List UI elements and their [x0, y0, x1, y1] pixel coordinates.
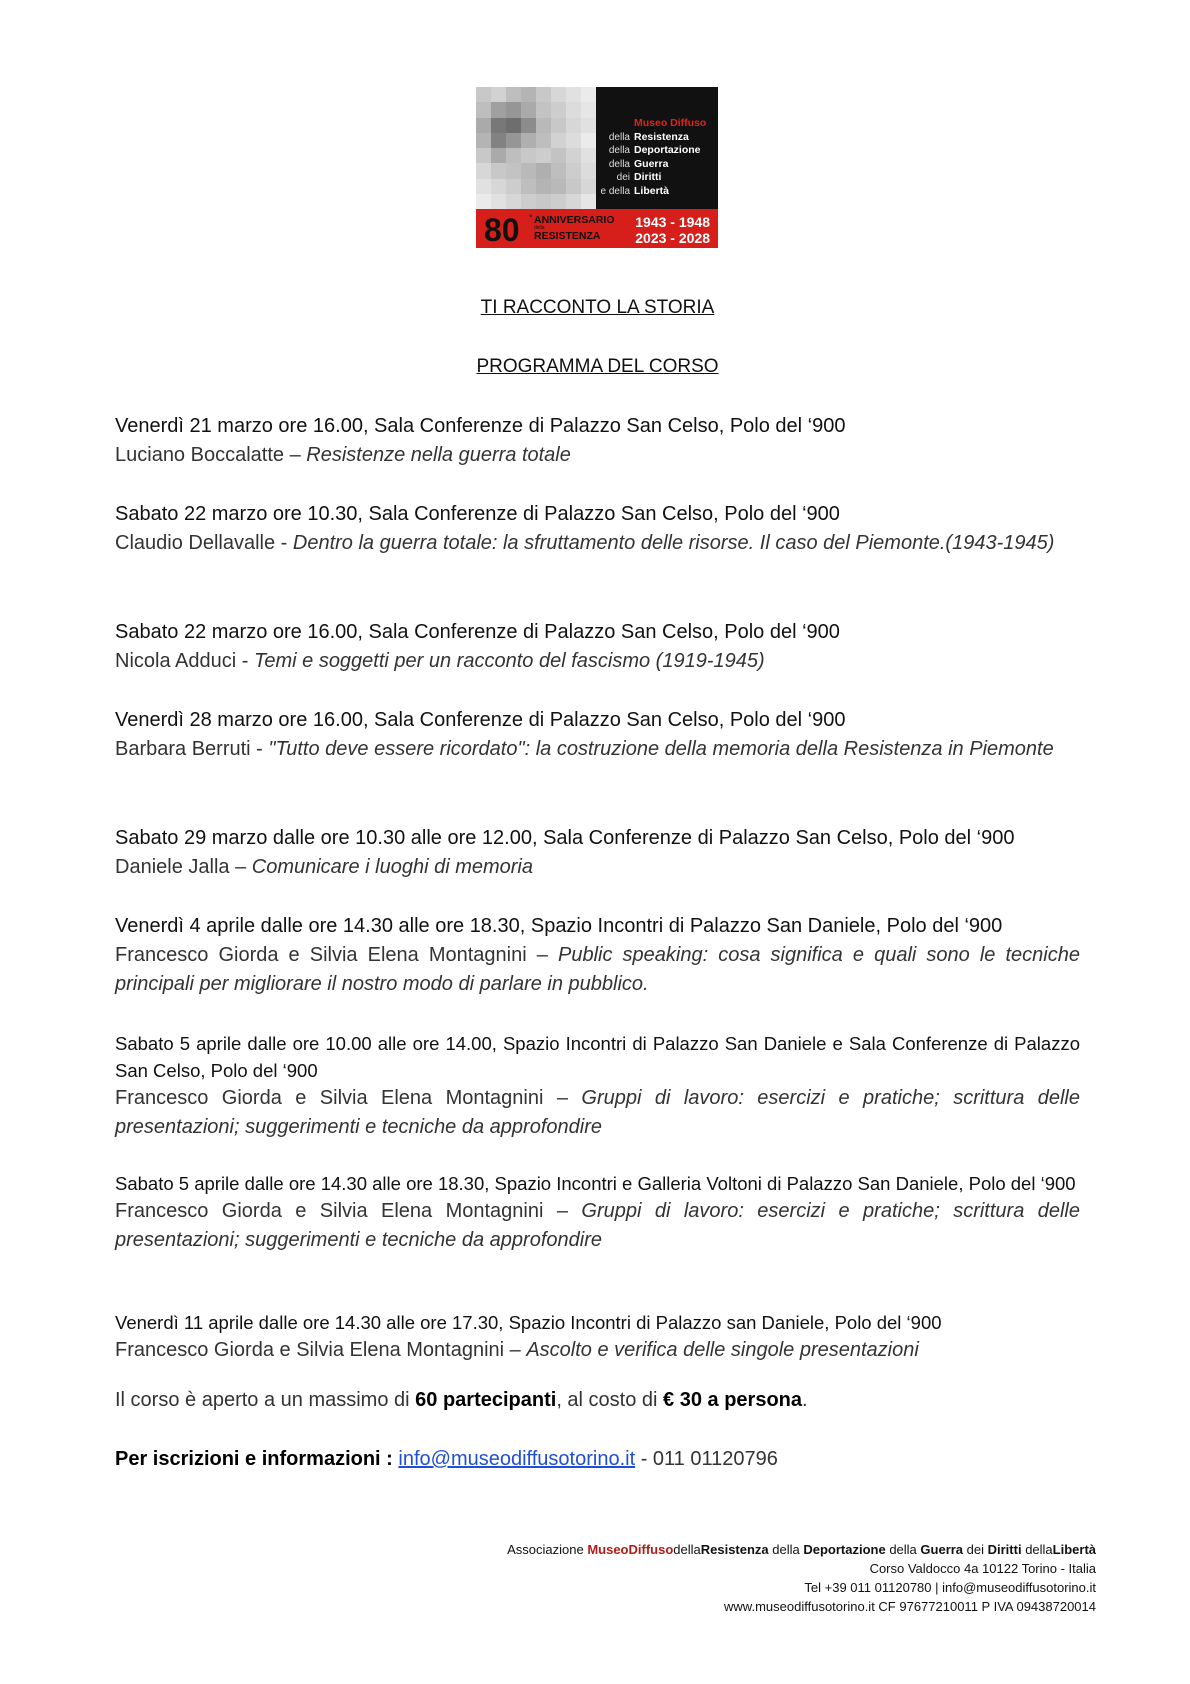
logo-pixel: [551, 133, 566, 148]
logo-pixel: [536, 118, 551, 133]
logo-pixel: [506, 194, 521, 209]
logo-pixel: [581, 102, 596, 117]
logo-pixel: [536, 179, 551, 194]
logo-anniversary-band: [476, 209, 718, 248]
logo-pixel: [566, 179, 581, 194]
logo-pixel: [566, 87, 581, 102]
event-title: Sabato 22 marzo ore 16.00, Sala Conferenze di Palazzo San Celso, Polo del ‘900: [115, 621, 840, 643]
footer-diritti: Diritti: [987, 1542, 1022, 1557]
registration-email-link[interactable]: info@museodiffusotorino.it: [398, 1448, 636, 1470]
event-separator: –: [284, 444, 307, 466]
footer-resistenza: Resistenza: [700, 1542, 769, 1557]
logo-pixel: [506, 102, 521, 117]
event-topic: Comunicare i luoghi di memoria: [251, 856, 533, 878]
logo-pixel: [506, 118, 521, 133]
logo-pixel: [581, 179, 596, 194]
logo-anniversary-number: 80: [484, 212, 520, 248]
logo-pixel: [491, 163, 506, 178]
event-title: Sabato 5 aprile dalle ore 10.00 alle ore 14.00, Spazio Incontri di Palazzo San Daniele e Sala Conferenze di Palazzo San Celso, Polo del ‘900: [115, 1033, 1080, 1081]
logo-pixel: [536, 87, 551, 102]
logo-row-pre: e della: [600, 185, 630, 197]
logo-pixel: [476, 194, 491, 209]
logo-anniversary-line2: RESISTENZA: [534, 230, 601, 242]
logo-pixel: [536, 133, 551, 148]
logo-pixel: [476, 133, 491, 148]
footer-museo: MuseoDiffuso: [587, 1542, 674, 1557]
event-speaker: Claudio Dellavalle: [115, 532, 276, 554]
event-speaker: Francesco Giorda e Silvia Elena Montagnini: [115, 944, 527, 966]
logo-pixel: [506, 148, 521, 163]
logo-years-1: 1943 - 1948: [635, 214, 710, 230]
event-title: Sabato 29 marzo dalle ore 10.30 alle ore 12.00, Sala Conferenze di Palazzo San Celso, Polo del ‘900: [115, 827, 1015, 849]
document-subtitle: PROGRAMMA DEL CORSO: [476, 356, 719, 377]
logo-pixel: [491, 194, 506, 209]
logo-pixel: [476, 102, 491, 117]
logo-pixel: [566, 148, 581, 163]
logo-pixel: [536, 163, 551, 178]
cost-text-end: .: [802, 1389, 808, 1411]
footer-della: della: [768, 1542, 804, 1557]
logo-pixel: [476, 179, 491, 194]
document-title: TI RACCONTO LA STORIA: [480, 297, 715, 318]
event-speaker: Francesco Giorda e Silvia Elena Montagnini: [115, 1339, 505, 1361]
logo-pixel: [536, 148, 551, 163]
event-item: [115, 706, 1080, 764]
logo-pixel: [551, 102, 566, 117]
logo-pixel: [566, 194, 581, 209]
logo-row-pre: della: [608, 158, 630, 170]
footer-della: della: [673, 1542, 701, 1557]
event-item: [115, 824, 1080, 882]
logo-row-main: Resistenza: [634, 130, 689, 143]
event-item: [115, 618, 1080, 676]
logo-dark-panel: [476, 87, 718, 209]
logo-pixel: [581, 194, 596, 209]
footer-contact: Tel +39 011 01120780 | info@museodiffusotorino.it: [804, 1580, 1096, 1595]
logo-pixel: [491, 102, 506, 117]
event-title: Sabato 22 marzo ore 10.30, Sala Conferenze di Palazzo San Celso, Polo del ‘900: [115, 503, 840, 525]
event-speaker: Daniele Jalla: [115, 856, 230, 878]
logo-anniversary-line1: ANNIVERSARIO: [534, 214, 615, 226]
logo-pixel: [581, 148, 596, 163]
footer-dei: dei: [963, 1542, 988, 1557]
event-topic: Resistenze nella guerra totale: [306, 444, 571, 466]
logo-pixel: [521, 87, 536, 102]
logo-pixel: [491, 133, 506, 148]
logo-pixel: [551, 194, 566, 209]
event-speaker: Francesco Giorda e Silvia Elena Montagnini: [115, 1087, 544, 1109]
registration-label: Per iscrizioni e informazioni :: [115, 1448, 393, 1470]
footer-liberta: Libertà: [1052, 1542, 1096, 1557]
event-topic: "Tutto deve essere ricordato": la costruzione della memoria della Resistenza in Piemonte: [268, 738, 1054, 760]
logo-text-block: [596, 117, 714, 199]
event-separator: -: [236, 650, 254, 672]
logo-pixel: [491, 87, 506, 102]
logo-pixel: [506, 87, 521, 102]
logo-pixel: [551, 148, 566, 163]
logo-row-main: Deportazione: [634, 144, 701, 157]
event-speaker: Barbara Berruti: [115, 738, 251, 760]
logo-pixel: [536, 194, 551, 209]
logo-pixel: [551, 179, 566, 194]
logo-row-pre: della: [608, 131, 630, 143]
logo-degree-sign: °: [529, 213, 533, 223]
logo-pixel: [506, 163, 521, 178]
event-topic: Temi e soggetti per un racconto del fascismo (1919-1945): [253, 650, 765, 672]
event-separator: –: [543, 1200, 582, 1222]
event-separator: -: [250, 738, 269, 760]
logo-pixel: [521, 133, 536, 148]
logo-pixel: [521, 163, 536, 178]
event-description: [115, 529, 1080, 558]
museum-logo: [476, 87, 718, 248]
event-topic: Gruppi di lavoro: esercizi e pratiche; scrittura delle presentazioni; suggerimenti e tecniche da approfondire: [115, 1087, 1080, 1138]
event-item: [115, 1170, 1080, 1255]
event-separator: –: [229, 856, 252, 878]
footer-assoc-text: Associazione: [507, 1542, 588, 1557]
footer-web: www.museodiffusotorino.it CF 97677210011 P IVA 09438720014: [724, 1599, 1096, 1614]
logo-pixel: [521, 102, 536, 117]
logo-pixel: [581, 133, 596, 148]
event-separator: –: [526, 944, 558, 966]
logo-pixel: [491, 148, 506, 163]
event-title: Venerdì 4 aprile dalle ore 14.30 alle ore 18.30, Spazio Incontri di Palazzo San Daniele, Polo del ‘900: [115, 915, 1003, 937]
logo-pixel: [581, 87, 596, 102]
logo-pixel: [536, 102, 551, 117]
event-item: [115, 412, 1080, 470]
logo-pixel: [506, 179, 521, 194]
cost-participants: 60 partecipanti: [415, 1389, 557, 1411]
logo-pixel: [581, 118, 596, 133]
logo-pixel: [551, 163, 566, 178]
logo-pixel: [551, 118, 566, 133]
logo-row-main: Libertà: [634, 184, 670, 197]
event-speaker: Francesco Giorda e Silvia Elena Montagnini: [115, 1200, 544, 1222]
footer-deportazione: Deportazione: [803, 1542, 886, 1557]
event-topic: Public speaking: cosa significa e quali sono le tecniche principali per migliorare il nostro modo di parlare in pubblico.: [115, 944, 1080, 995]
logo-pixel: [521, 194, 536, 209]
logo-pixel: [521, 148, 536, 163]
footer-address: Corso Valdocco 4a 10122 Torino - Italia: [869, 1561, 1096, 1576]
logo-pixel: [476, 163, 491, 178]
page-footer: [507, 1540, 1096, 1616]
event-topic: Gruppi di lavoro: esercizi e pratiche; scrittura delle presentazioni; suggerimenti e tecniche da approfondire: [115, 1200, 1080, 1251]
logo-pixel: [506, 133, 521, 148]
logo-pixel-mosaic: [476, 87, 596, 209]
event-item: [115, 1309, 1080, 1365]
logo-pixel: [521, 118, 536, 133]
event-separator: –: [504, 1339, 527, 1361]
logo-pixel: [476, 118, 491, 133]
event-title: Sabato 5 aprile dalle ore 14.30 alle ore 18.30, Spazio Incontri e Galleria Voltoni di Palazzo San Daniele, Polo del ‘900: [115, 1173, 1076, 1194]
event-description: [115, 1336, 1080, 1365]
logo-pixel: [566, 118, 581, 133]
event-item: [115, 912, 1080, 999]
event-description: [115, 1197, 1080, 1255]
footer-guerra: Guerra: [920, 1542, 964, 1557]
footer-della: della: [885, 1542, 921, 1557]
event-description: [115, 647, 1080, 676]
logo-years-2: 2023 - 2028: [635, 230, 710, 246]
event-separator: –: [543, 1087, 582, 1109]
logo-brand: Museo Diffuso: [634, 117, 707, 129]
cost-price: € 30 a persona: [663, 1389, 802, 1411]
logo-pixel: [566, 163, 581, 178]
logo-years: [635, 214, 710, 246]
logo-row-main: Diritti: [634, 171, 662, 184]
logo-anniversary-label: [534, 215, 615, 242]
event-topic: Ascolto e verifica delle singole presentazioni: [526, 1339, 919, 1361]
logo-pixel: [476, 148, 491, 163]
event-description: [115, 735, 1080, 764]
event-description: [115, 853, 1080, 882]
event-description: [115, 941, 1080, 999]
registration-info: [115, 1448, 778, 1471]
logo-pixel: [581, 163, 596, 178]
logo-pixel: [566, 133, 581, 148]
footer-association: [507, 1540, 1096, 1559]
event-item: [115, 1030, 1080, 1142]
event-speaker: Nicola Adduci: [115, 650, 237, 672]
logo-row-main: Guerra: [634, 157, 669, 170]
event-speaker: Luciano Boccalatte: [115, 444, 285, 466]
footer-della: della: [1021, 1542, 1053, 1557]
event-separator: -: [275, 532, 293, 554]
course-cost-note: [115, 1389, 808, 1412]
cost-text-pre: Il corso è aperto a un massimo di: [115, 1389, 416, 1411]
event-description: [115, 1084, 1080, 1142]
logo-pixel: [476, 87, 491, 102]
cost-text-mid: , al costo di: [556, 1389, 664, 1411]
logo-row-pre: dei: [616, 172, 630, 184]
registration-phone: - 011 01120796: [635, 1448, 778, 1470]
event-title: Venerdì 28 marzo ore 16.00, Sala Conferenze di Palazzo San Celso, Polo del ‘900: [115, 709, 846, 731]
logo-pixel: [566, 102, 581, 117]
logo-row-pre: della: [608, 145, 630, 157]
logo-pixel: [491, 179, 506, 194]
logo-anniversary-small: della: [534, 225, 545, 231]
logo-pixel: [521, 179, 536, 194]
event-topic: Dentro la guerra totale: la sfruttamento delle risorse. Il caso del Piemonte.(1943-1945): [292, 532, 1055, 554]
event-item: [115, 500, 1080, 558]
event-description: [115, 441, 1080, 470]
event-title: Venerdì 21 marzo ore 16.00, Sala Conferenze di Palazzo San Celso, Polo del ‘900: [115, 415, 846, 437]
logo-pixel: [491, 118, 506, 133]
logo-pixel: [551, 87, 566, 102]
event-title: Venerdì 11 aprile dalle ore 14.30 alle ore 17.30, Spazio Incontri di Palazzo san Daniele, Polo del ‘900: [115, 1312, 942, 1333]
